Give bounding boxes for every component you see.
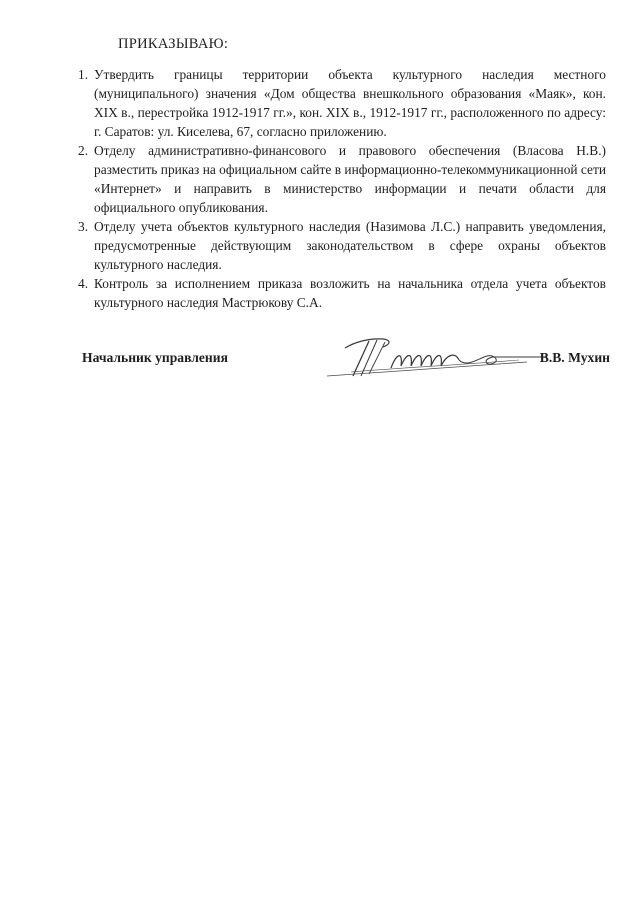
order-item-number: 1. <box>78 67 89 82</box>
order-item-2 <box>78 141 606 217</box>
order-list <box>78 65 606 312</box>
order-heading: ПРИКАЗЫВАЮ: <box>118 36 229 52</box>
order-item-number: 4. <box>78 276 89 291</box>
signer-name: В.В. Мухин <box>539 350 610 365</box>
order-item-3 <box>78 217 606 274</box>
order-item-number: 3. <box>78 219 89 234</box>
order-item-text: Контроль за исполнением приказа возложить на начальника отдела учета объектов культурного наследия Мастрюкову С.А. <box>94 276 606 310</box>
order-item-1 <box>78 65 606 141</box>
signature-block <box>82 350 610 390</box>
order-item-number: 2. <box>78 143 89 158</box>
order-item-text: Утвердить границы территории объекта культурного наследия местного (муниципального) значения «Дом общества внешкольного образования «Маяк», кон. XIX в., перестройка 1912-1917 гг.», кон. XIX в., 1912-1917 гг., расположенного по адресу: г. Саратов: ул. Киселева, 67, согласно приложению. <box>94 67 606 139</box>
order-item-text: Отделу административно-финансового и правового обеспечения (Власова Н.В.) разместить приказ на официальном сайте в информационно-телекоммуникационной сети «Интернет» и направить в министерство информации и печати области для официального опубликования. <box>94 143 606 215</box>
handwritten-signature <box>287 332 547 382</box>
order-item-4 <box>78 274 606 312</box>
order-item-text: Отделу учета объектов культурного наследия (Назимова Л.С.) направить уведомления, предусмотренные действующим законодательством в сфере охраны объектов культурного наследия. <box>94 219 606 272</box>
signer-position: Начальник управления <box>82 350 228 365</box>
